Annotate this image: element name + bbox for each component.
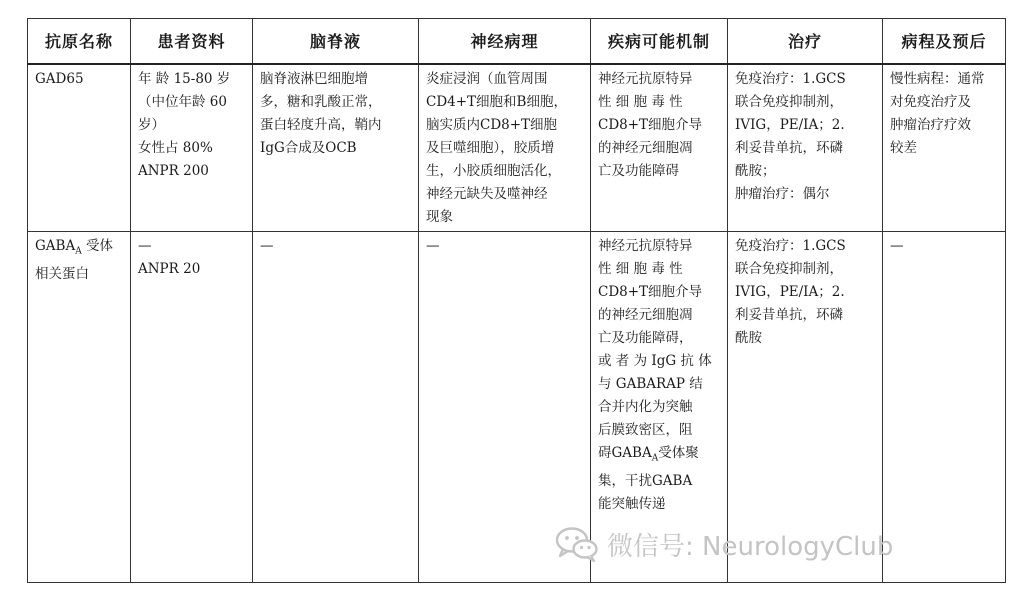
- cell-line: 能突触传递: [598, 496, 666, 513]
- cell-line: GAD65: [35, 70, 84, 87]
- cell-line: 免疫治疗：1.GCS: [735, 237, 846, 254]
- wechat-icon: [555, 526, 599, 562]
- cell-line: 炎症浸润（血管周围: [426, 70, 548, 87]
- cell-line: 神经元缺失及噬神经: [426, 185, 548, 202]
- cell-line: 生，小胶质细胞活化，: [426, 162, 561, 179]
- watermark-text: 微信号: NeurologyClub: [607, 531, 894, 562]
- cell-line: 脑脊液淋巴细胞增: [260, 70, 368, 87]
- cell-line: 对免疫治疗及: [890, 93, 971, 110]
- cell-line: 集，干扰GABA: [598, 473, 693, 490]
- cell-line: 岁）: [138, 116, 165, 133]
- antigen-name-line: [35, 235, 124, 264]
- antigen-name-main: GABA: [35, 237, 76, 254]
- cell-line: 肿瘤治疗：偶尔: [735, 185, 830, 202]
- cell-line: IVIG，PE/IA；2.: [735, 283, 845, 300]
- mechanism-subscript-line: [598, 442, 721, 471]
- cell-line: 或 者 为 IgG 抗 体: [598, 352, 712, 369]
- cell-line: 联合免疫抑制剂，: [735, 260, 843, 277]
- cell-line: 女性占 80%: [138, 139, 213, 156]
- header-mechanism: 疾病可能机制: [591, 19, 728, 64]
- cell-line: 多，糖和乳酸正常，: [260, 93, 382, 110]
- cell-line: —: [890, 237, 904, 254]
- cell-line: 的神经元细胞凋: [598, 306, 693, 323]
- cell-treatment: [728, 64, 883, 232]
- cell-line: —: [138, 237, 152, 254]
- cell-line: 慢性病程：通常: [890, 70, 985, 87]
- table-row: [28, 64, 1006, 232]
- cell-line: 亡及功能障碍，: [598, 329, 693, 346]
- cell-line: 联合免疫抑制剂，: [735, 93, 843, 110]
- cell-line: 年 龄 15-80 岁: [138, 70, 231, 87]
- cell-line: 较差: [890, 139, 917, 156]
- cell-line: 利妥昔单抗，环磷: [735, 306, 843, 323]
- cell-line: IVIG，PE/IA；2.: [735, 116, 845, 133]
- cell-line: 免疫治疗：1.GCS: [735, 70, 846, 87]
- cell-line: 与 GABARAP 结: [598, 375, 703, 392]
- cell-patient: [131, 231, 253, 583]
- cell-pathology: [419, 64, 591, 232]
- header-treatment: 治疗: [728, 19, 883, 64]
- cell-line: —: [260, 237, 274, 254]
- cell-line: 现象: [426, 208, 453, 225]
- cell-line: 蛋白轻度升高，鞘内: [260, 116, 382, 133]
- cell-line: 亡及功能障碍: [598, 162, 679, 179]
- cell-line: 的神经元细胞凋: [598, 139, 693, 156]
- cell-line: 相关蛋白: [35, 266, 89, 283]
- cell-mechanism: [591, 64, 728, 232]
- cell-line: 性 细 胞 毒 性: [598, 260, 683, 277]
- cell-csf: [253, 64, 419, 232]
- header-antigen-name: 抗原名称: [28, 19, 131, 64]
- mechanism-tail-subscript: A: [651, 453, 659, 464]
- cell-line: ANPR 200: [138, 162, 209, 179]
- cell-line: —: [426, 237, 440, 254]
- cell-csf: [253, 231, 419, 583]
- cell-line: 神经元抗原特异: [598, 70, 693, 87]
- cell-antigen: [28, 64, 131, 232]
- cell-antigen: [28, 231, 131, 583]
- cell-line: 利妥昔单抗，环磷: [735, 139, 843, 156]
- cell-line: 后膜致密区，阻: [598, 421, 693, 438]
- cell-line: （中位年龄 60: [138, 93, 227, 110]
- header-patient-info: 患者资料: [131, 19, 253, 64]
- cell-line: ANPR 20: [138, 260, 201, 277]
- antigen-name-subscript: A: [75, 246, 82, 257]
- header-neuropathology: 神经病理: [419, 19, 591, 64]
- cell-line: 神经元抗原特异: [598, 237, 693, 254]
- cell-line: 酰胺；: [735, 162, 776, 179]
- cell-patient: [131, 64, 253, 232]
- header-prognosis: 病程及预后: [883, 19, 1006, 64]
- cell-prognosis: [883, 64, 1006, 232]
- cell-line: 及巨噬细胞），胶质增: [426, 139, 555, 156]
- mechanism-tail-pre: 碍GABA: [598, 444, 652, 461]
- watermark: [555, 524, 893, 564]
- table-header-row: [28, 19, 1006, 64]
- cell-line: 性 细 胞 毒 性: [598, 93, 683, 110]
- cell-prognosis: [883, 231, 1006, 583]
- cell-line: 酰胺: [735, 329, 762, 346]
- antigen-table: [27, 18, 1006, 583]
- cell-line: 合并内化为突触: [598, 398, 693, 415]
- cell-line: CD4+T细胞和B细胞，: [426, 93, 567, 110]
- mechanism-tail-post: 受体聚: [658, 444, 699, 461]
- cell-line: IgG合成及OCB: [260, 139, 357, 156]
- cell-line: 肿瘤治疗疗效: [890, 116, 971, 133]
- header-csf: 脑脊液: [253, 19, 419, 64]
- antigen-name-rest: 受体: [81, 237, 114, 254]
- cell-line: CD8+T细胞介导: [598, 283, 703, 300]
- cell-line: 脑实质内CD8+T细胞: [426, 116, 558, 133]
- cell-line: CD8+T细胞介导: [598, 116, 703, 133]
